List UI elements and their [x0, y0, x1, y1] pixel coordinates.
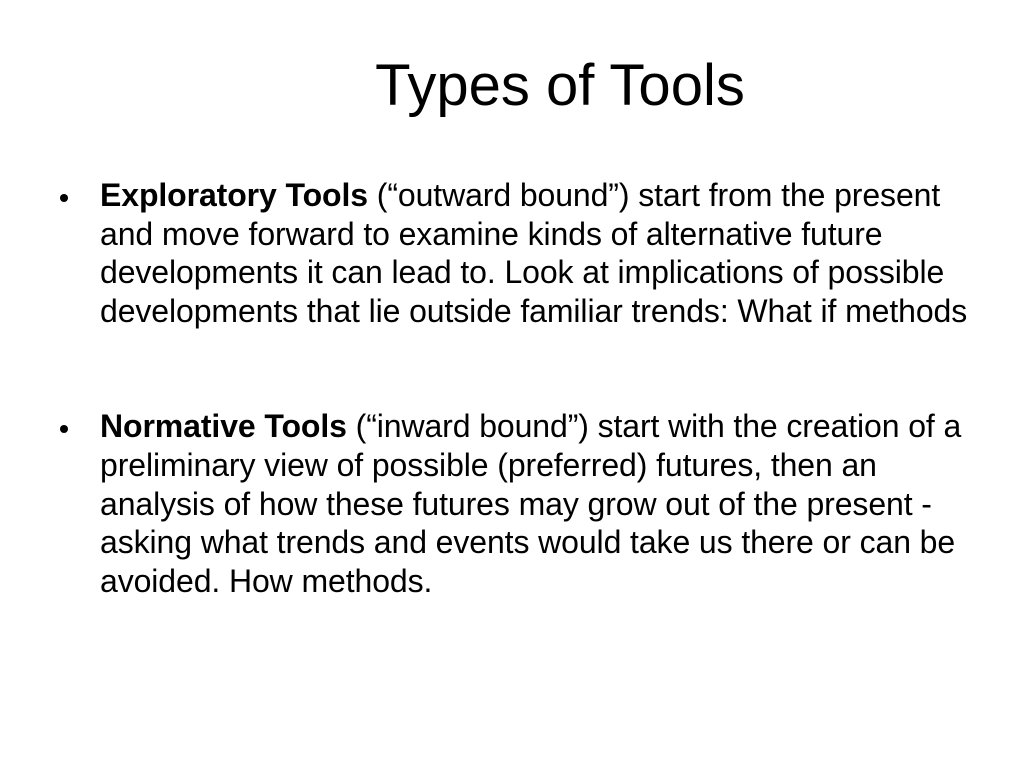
bullet-text: (“outward bound”) start from the present and move forward to examine kinds of alternative future developments it can lead to. Look at implications of possible developments that lie outside familiar trends: What if methods	[100, 177, 968, 329]
bullet-dot-icon	[60, 194, 68, 202]
bullet-list	[60, 176, 980, 600]
bullet-term: Exploratory Tools	[100, 177, 368, 213]
slide-title: Types of Tools	[375, 53, 745, 118]
bullet-text: (“inward bound”) start with the creation of a preliminary view of possible (preferred) futures, then an analysis of how these futures may grow out of the present - asking what trends and events would take us there or can be avoided. How methods.	[100, 408, 962, 599]
bullet-term: Normative Tools	[100, 408, 347, 445]
bullet-dot-icon	[60, 425, 68, 433]
bullet-item-normative-tools	[60, 407, 980, 600]
bullet-item-exploratory-tools	[60, 176, 980, 330]
